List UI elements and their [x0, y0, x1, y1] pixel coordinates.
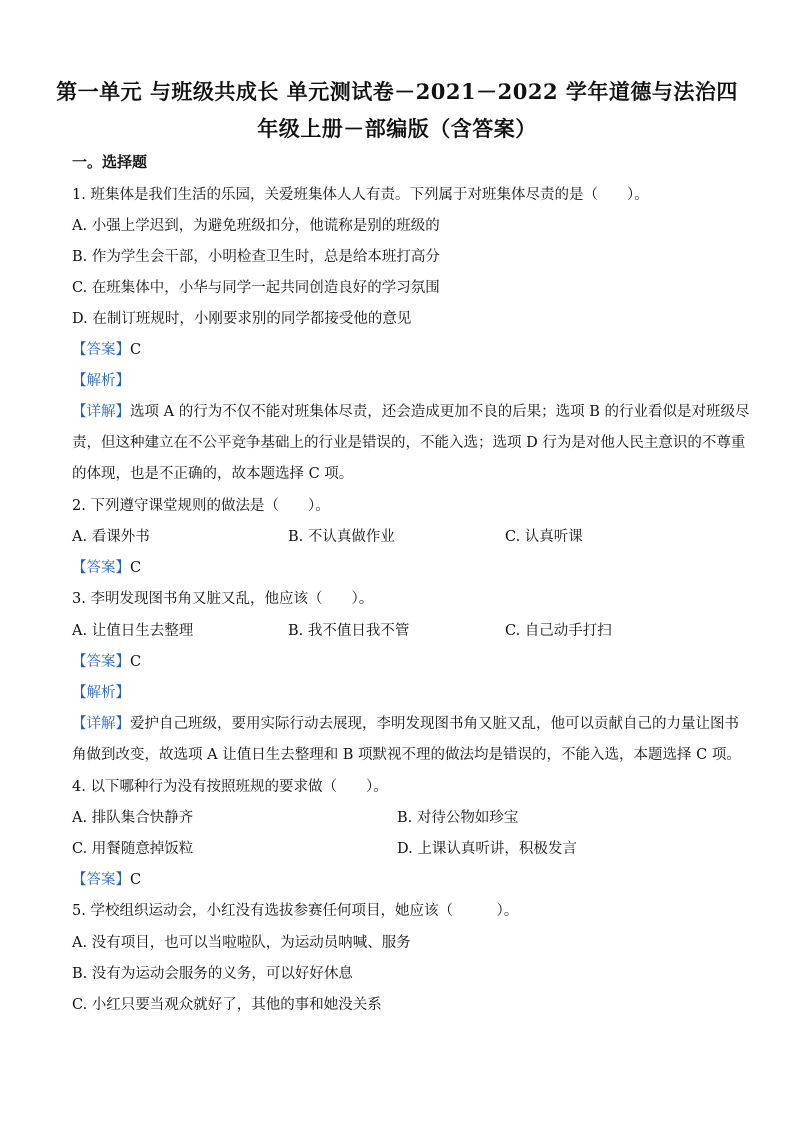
question-5-stem: 5. 学校组织运动会，小红没有选拔参赛任何项目，她应该（ ）。 [72, 903, 519, 919]
question-1-option-c: C. 在班集体中，小华与同学一起共同创造良好的学习氛围 [72, 280, 440, 296]
answer-value: C [130, 654, 142, 670]
question-4-option-a: A. 排队集合快静齐 [72, 810, 194, 826]
question-3-detail-line-1 [72, 712, 739, 733]
answer-value: C [130, 872, 142, 888]
question-1-detail-line-3: 的体现，也是不正确的，故本题选择 C 项。 [72, 466, 354, 482]
question-1-analysis-tag: 【解析】 [72, 373, 130, 389]
question-2-option-a: A. 看课外书 [72, 529, 150, 545]
answer-tag: 【答案】 [72, 342, 130, 358]
question-1-option-a: A. 小强上学迟到，为避免班级扣分，他谎称是别的班级的 [72, 218, 440, 234]
question-1-stem: 1. 班集体是我们生活的乐园，关爱班集体人人有责。下列属于对班集体尽责的是（ ）。 [72, 187, 649, 203]
question-4-option-b: B. 对待公物如珍宝 [397, 810, 519, 826]
detail-text: 爱护自己班级，要用实际行动去展现，李明发现图书角又脏又乱，他可以贡献自己的力量让图书 [130, 716, 739, 732]
question-2-option-b: B. 不认真做作业 [288, 529, 395, 545]
document-title-line-2: 年级上册－部编版（含答案） [257, 116, 537, 141]
question-2-option-c: C. 认真听课 [505, 529, 583, 545]
question-3-option-b: B. 我不值日我不管 [288, 623, 410, 639]
answer-tag: 【答案】 [72, 872, 130, 888]
question-4-option-c: C. 用餐随意掉饭粒 [72, 841, 194, 857]
document-title-line-1: 第一单元 与班级共成长 单元测试卷－2021－2022 学年道德与法治四 [56, 79, 738, 104]
answer-value: C [130, 560, 142, 576]
question-4-answer [72, 868, 141, 889]
detail-tag: 【详解】 [72, 716, 130, 732]
question-3-answer [72, 650, 141, 671]
section-heading: 一。选择题 [72, 153, 148, 171]
question-1-detail-line-1 [72, 400, 750, 421]
question-3-stem: 3. 李明发现图书角又脏又乱，他应该（ ）。 [72, 591, 374, 607]
question-1-option-b: B. 作为学生会干部，小明检查卫生时，总是给本班打高分 [72, 249, 440, 265]
answer-tag: 【答案】 [72, 560, 130, 576]
question-3-option-c: C. 自己动手打扫 [505, 623, 612, 639]
question-4-option-d: D. 上课认真听讲，积极发言 [397, 841, 577, 857]
question-3-analysis-tag: 【解析】 [72, 685, 130, 701]
question-5-option-b: B. 没有为运动会服务的义务，可以好好休息 [72, 966, 353, 982]
question-3-option-a: A. 让值日生去整理 [72, 623, 194, 639]
question-5-option-c: C. 小红只要当观众就好了，其他的事和她没关系 [72, 997, 382, 1013]
question-2-answer [72, 556, 141, 577]
question-2-stem: 2. 下列遵守课堂规则的做法是（ ）。 [72, 498, 330, 514]
detail-tag: 【详解】 [72, 404, 130, 420]
detail-text: 选项 A 的行为不仅不能对班集体尽责，还会造成更加不良的后果；选项 B 的行业看似是对班级尽 [130, 404, 750, 420]
question-5-option-a: A. 没有项目，也可以当啦啦队，为运动员呐喊、服务 [72, 935, 411, 951]
question-3-detail-line-2: 角做到改变，故选项 A 让值日生去整理和 B 项默视不理的做法均是错误的，不能入选，本题选择 C 项。 [72, 747, 741, 763]
question-1-answer [72, 338, 141, 359]
answer-value: C [130, 342, 142, 358]
question-4-stem: 4. 以下哪种行为没有按照班规的要求做（ ）。 [72, 779, 388, 795]
question-1-option-d: D. 在制订班规时，小刚要求别的同学都接受他的意见 [72, 311, 412, 327]
question-1-detail-line-2: 责，但这种建立在不公平竞争基础上的行业是错误的，不能入选；选项 D 行为是对他人民主意识的不尊重 [72, 435, 746, 451]
answer-tag: 【答案】 [72, 654, 130, 670]
